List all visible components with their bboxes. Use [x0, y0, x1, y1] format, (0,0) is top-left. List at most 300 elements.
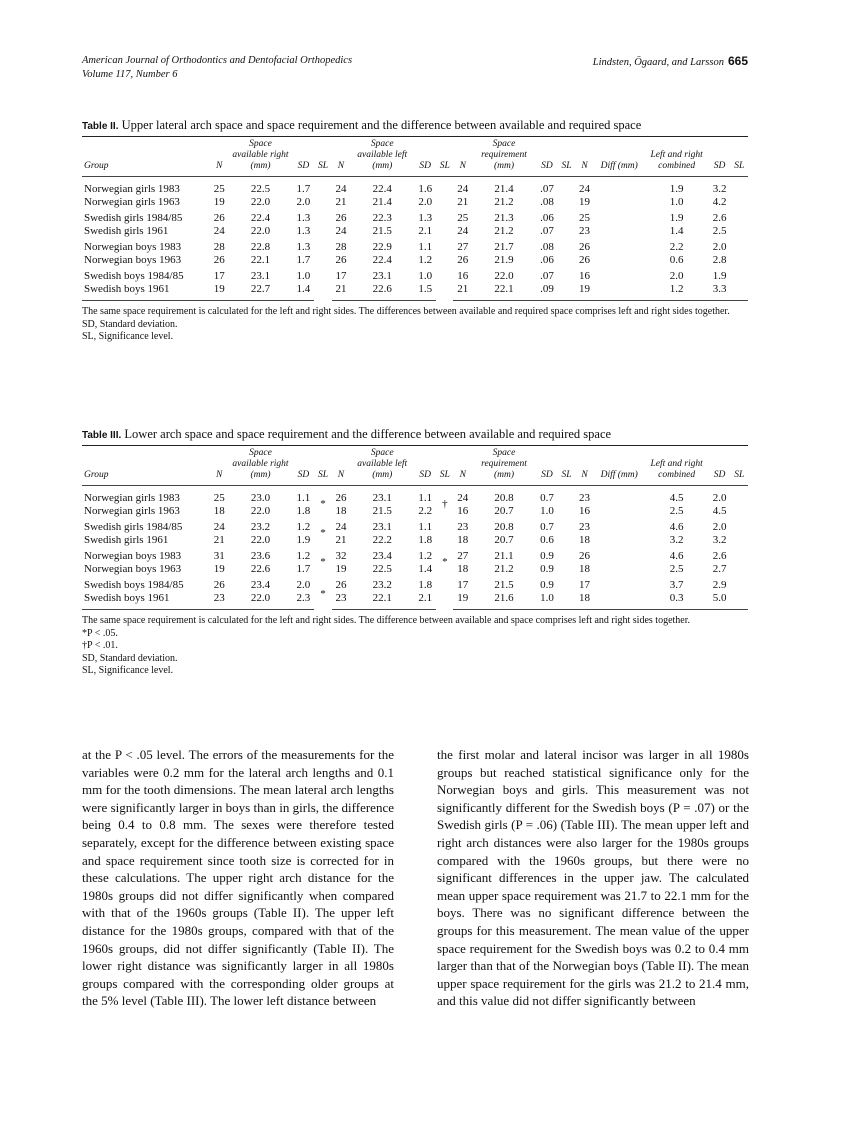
table-cell: 16 — [579, 270, 590, 282]
empty-cell — [594, 575, 645, 592]
table-cell: 1.8 — [418, 579, 433, 591]
table-row — [82, 486, 748, 505]
significance-marker — [436, 177, 453, 209]
column-header: SL — [731, 137, 748, 177]
empty-cell — [558, 592, 575, 610]
table-cell: 26 — [335, 579, 347, 591]
table-cell: Norwegian girls 1983 — [84, 492, 180, 504]
column-header: N — [575, 446, 594, 486]
table-cell: 2.0 — [712, 492, 727, 504]
table-cell: 22.4 — [372, 183, 392, 195]
table-cell: 22.0 — [250, 195, 271, 208]
table-cell: 0.6 — [540, 533, 554, 546]
table-cell: 2.1 — [414, 592, 436, 610]
empty-cell — [558, 225, 575, 238]
table-cell: 31 — [213, 550, 225, 562]
table-footnote: *P < .05. — [82, 627, 118, 639]
empty-cell — [731, 208, 748, 225]
table-cell: 2.2 — [418, 504, 433, 517]
column-header: SD — [292, 137, 314, 177]
table-cell: 20.7 — [494, 504, 514, 517]
table-cell: 22.0 — [228, 592, 292, 610]
table-cell: 17 — [457, 579, 469, 591]
table-cell: 1.0 — [296, 270, 311, 282]
table-cell: 16 — [457, 504, 469, 517]
page-number: 665 — [727, 54, 748, 68]
table-footnote: SL, Significance level. — [82, 331, 174, 342]
table-cell: 23.4 — [250, 579, 271, 591]
table-cell: 1.2 — [296, 550, 311, 562]
table-cell: 2.5 — [669, 562, 684, 575]
table-3 — [82, 427, 748, 678]
table-cell: 1.3 — [296, 212, 311, 224]
significance-marker: * — [320, 498, 326, 511]
table-cell: 17 — [335, 270, 347, 282]
significance-marker — [436, 575, 453, 610]
significance-marker: * — [320, 556, 326, 569]
empty-cell — [558, 208, 575, 225]
significance-marker: † — [442, 498, 448, 511]
table-cell: 4.5 — [669, 492, 684, 504]
table-cell: 2.0 — [418, 195, 433, 208]
table-cell: 27 — [457, 550, 469, 562]
table-row — [82, 208, 748, 225]
table-cell: Swedish girls 1984/85 — [84, 521, 183, 533]
table-cell: 26 — [457, 253, 469, 266]
table-cell: Swedish boys 1984/85 — [84, 270, 184, 282]
table-cell: 1.9 — [669, 183, 684, 195]
table-cell: 1.7 — [296, 253, 311, 266]
table-cell: 21.2 — [494, 224, 514, 237]
table-row — [82, 534, 748, 547]
table-title-text: Lower arch space and space requirement and the difference between available and required space — [124, 427, 612, 441]
table-cell: 2.5 — [712, 224, 727, 237]
empty-cell — [558, 563, 575, 576]
column-header: SL — [314, 446, 331, 486]
table-cell: 22.6 — [250, 562, 271, 575]
table-cell: 21.5 — [372, 224, 392, 237]
table-cell: 1.0 — [536, 592, 558, 610]
table-cell: 23.1 — [372, 492, 392, 504]
empty-cell — [558, 517, 575, 534]
table-cell: 1.7 — [296, 183, 311, 195]
column-header: N — [332, 446, 351, 486]
table-cell: 17 — [213, 270, 225, 282]
table-cell: 2.0 — [712, 521, 727, 533]
table-cell: 18 — [579, 562, 590, 575]
table-3-notes — [82, 615, 748, 678]
table-cell: 26 — [335, 212, 347, 224]
table-cell: 26 — [579, 550, 590, 562]
table-cell: 23 — [332, 592, 351, 610]
table-cell: 18 — [575, 592, 594, 610]
table-cell: 21.4 — [372, 195, 392, 208]
table-cell: Norwegian boys 1983 — [84, 550, 182, 562]
table-cell: 1.2 — [645, 283, 709, 301]
table-cell: 19 — [335, 562, 347, 575]
table-cell: Swedish girls 1961 — [84, 224, 169, 237]
table-cell: 23.1 — [250, 270, 271, 282]
table-cell: 1.9 — [712, 270, 727, 282]
column-header: Space available right (mm) — [228, 137, 292, 177]
table-cell: 0.7 — [540, 492, 554, 504]
table-cell: 22.0 — [494, 270, 514, 282]
table-row — [82, 225, 748, 238]
table-cell: 0.9 — [540, 550, 554, 562]
table-cell: 20.7 — [494, 533, 514, 546]
table-cell: 22.9 — [372, 241, 392, 253]
empty-cell — [594, 534, 645, 547]
table-cell: Norwegian girls 1963 — [84, 195, 180, 208]
table-cell: 24 — [213, 224, 225, 237]
column-header: SL — [731, 446, 748, 486]
table-cell: 23.2 — [250, 521, 271, 533]
table-row — [82, 254, 748, 267]
table-cell: 4.6 — [669, 550, 684, 562]
table-cell: 23 — [210, 592, 229, 610]
table-cell: 16 — [457, 270, 469, 282]
table-label: Table III. — [82, 430, 122, 441]
empty-cell — [594, 266, 645, 283]
table-cell: Norwegian girls 1963 — [84, 504, 180, 517]
table-cell: 25 — [457, 212, 469, 224]
table-cell: 1.1 — [296, 492, 311, 504]
table-cell: 26 — [335, 492, 347, 504]
body-text-left-column: at the P < .05 level. The errors of the measurements for the variables were 0.2 mm for the lateral arch lengths and 0.1 mm for the tooth dimensions. The mean lateral arch lengths were significantly larger in boys than in girls, the difference being 0.4 to 0.8 mm. The sexes were therefore tested separately, except for the difference between existing space and space requirement since tooth size is corrected for in these calculations. The upper right arch distance for the 1980s groups did not differ significantly when compared with that of the 1960s groups (Table II). The upper left distance for the 1980s groups, compared with that of the 1960s groups, did not differ significantly (Table II). The lower right distance was significantly larger in all 1980s groups compared with the corresponding older groups at the 5% level (Table III). The lower left distance between — [82, 747, 394, 1009]
table-cell: 1.9 — [296, 533, 311, 546]
table-cell: Swedish girls 1961 — [84, 533, 169, 546]
table-3-grid — [82, 446, 748, 610]
table-cell: 3.7 — [669, 579, 684, 591]
table-cell: 26 — [213, 212, 225, 224]
table-cell: 26 — [579, 253, 590, 266]
table-cell: 24 — [457, 183, 469, 195]
table-cell: 22.6 — [350, 283, 414, 301]
column-header: Diff (mm) — [594, 137, 645, 177]
table-cell: 26 — [213, 579, 225, 591]
column-header: N — [575, 137, 594, 177]
empty-cell — [594, 592, 645, 610]
table-cell: 4.6 — [669, 521, 684, 533]
table-cell: 22.4 — [250, 212, 271, 224]
table-cell: 1.8 — [418, 533, 433, 546]
column-header: Space available right (mm) — [228, 446, 292, 486]
table-footnote: SD, Standard deviation. — [82, 318, 178, 330]
table-cell: Norwegian boys 1983 — [84, 241, 182, 253]
column-header: N — [453, 137, 472, 177]
table-cell: 0.7 — [540, 521, 554, 533]
table-row — [82, 505, 748, 518]
table-cell: 1.3 — [296, 241, 311, 253]
empty-cell — [594, 208, 645, 225]
table-cell: 24 — [579, 183, 590, 195]
table-cell: 23 — [579, 224, 590, 237]
table-row — [82, 575, 748, 592]
table-cell: 19 — [575, 283, 594, 301]
table-cell: 21.2 — [494, 195, 514, 208]
table-cell: 21.6 — [472, 592, 536, 610]
table-footnote: The same space requirement is calculated for the left and right sides. The difference between available and space comprises left and right sides together. — [82, 615, 691, 626]
table-cell: 23 — [579, 521, 590, 533]
empty-cell — [558, 575, 575, 592]
column-header: N — [210, 137, 229, 177]
table-cell: 24 — [457, 492, 469, 504]
table-cell: 0.9 — [540, 562, 554, 575]
table-cell: 1.5 — [414, 283, 436, 301]
table-cell: 2.8 — [712, 253, 727, 266]
table-cell: 17 — [579, 579, 590, 591]
empty-cell — [594, 177, 645, 196]
table-footnote: †P < .01. — [82, 640, 118, 651]
table-cell: 21.7 — [494, 241, 514, 253]
table-cell: 26 — [213, 253, 225, 266]
empty-cell — [731, 177, 748, 196]
significance-marker: * — [320, 527, 326, 540]
column-header: SD — [709, 137, 731, 177]
table-cell: 24 — [335, 224, 347, 237]
empty-cell — [558, 534, 575, 547]
table-cell: 5.0 — [709, 592, 731, 610]
empty-cell — [731, 517, 748, 534]
table-cell: 1.2 — [418, 550, 433, 562]
table-cell: 1.1 — [418, 492, 433, 504]
column-header: Group — [82, 137, 210, 177]
table-cell: 2.7 — [712, 562, 727, 575]
table-footnote: SD, Standard deviation. — [82, 652, 178, 664]
header-row — [82, 446, 748, 486]
column-header: SD — [709, 446, 731, 486]
table-cell: 0.3 — [645, 592, 709, 610]
table-cell: 22.2 — [372, 533, 392, 546]
column-header: SD — [536, 446, 558, 486]
authors: Lindsten, Ögaard, and Larsson — [592, 57, 724, 68]
table-cell: 1.0 — [418, 270, 433, 282]
empty-cell — [731, 563, 748, 576]
table-cell: 19 — [213, 195, 225, 208]
table-cell: 3.2 — [712, 183, 727, 195]
empty-cell — [594, 237, 645, 254]
table-cell: 22.3 — [372, 212, 392, 224]
column-header: SL — [558, 446, 575, 486]
empty-cell — [594, 283, 645, 301]
column-header: Left and right combined — [645, 137, 709, 177]
table-cell: 1.2 — [418, 253, 433, 266]
table-cell: Norwegian boys 1963 — [84, 562, 182, 575]
empty-cell — [594, 225, 645, 238]
table-cell: 4.5 — [712, 504, 727, 517]
empty-cell — [731, 486, 748, 505]
table-cell: 21 — [453, 283, 472, 301]
empty-cell — [558, 254, 575, 267]
table-cell: 1.7 — [296, 562, 311, 575]
empty-cell — [558, 237, 575, 254]
table-label: Table II. — [82, 121, 119, 132]
significance-marker: * — [320, 588, 326, 600]
table-cell: 0.9 — [540, 579, 554, 591]
table-cell: 23.0 — [250, 492, 271, 504]
table-cell: 0.6 — [669, 253, 684, 266]
table-cell: 19 — [579, 195, 590, 208]
table-row — [82, 283, 748, 301]
significance-marker — [436, 208, 453, 237]
table-cell: 21.9 — [494, 253, 514, 266]
column-header: SD — [414, 446, 436, 486]
table-cell: 27 — [457, 241, 469, 253]
running-header-right — [593, 54, 748, 70]
column-header: N — [453, 446, 472, 486]
empty-cell — [594, 505, 645, 518]
empty-cell — [594, 563, 645, 576]
table-cell: 23.1 — [372, 270, 392, 282]
column-header: SL — [436, 446, 453, 486]
table-cell: 23.6 — [250, 550, 271, 562]
column-header: Space requirement (mm) — [472, 137, 536, 177]
table-cell: Swedish boys 1961 — [82, 283, 210, 301]
table-cell: Swedish girls 1984/85 — [84, 212, 183, 224]
table-cell: 19 — [453, 592, 472, 610]
table-cell: 22.7 — [228, 283, 292, 301]
empty-cell — [558, 546, 575, 563]
table-cell: 22.8 — [250, 241, 271, 253]
significance-marker — [314, 177, 331, 209]
table-cell: 28 — [335, 241, 347, 253]
table-cell: 3.2 — [712, 533, 727, 546]
journal-name: American Journal of Orthodontics and Dentofacial Orthopedics — [82, 55, 353, 66]
table-cell: 2.0 — [296, 579, 311, 591]
table-cell: 18 — [335, 504, 347, 517]
table-cell: 3.2 — [669, 533, 684, 546]
column-header: Space available left (mm) — [350, 446, 414, 486]
table-cell: 22.1 — [350, 592, 414, 610]
table-cell: 21 — [335, 533, 347, 546]
table-cell: 21 — [332, 283, 351, 301]
table-cell: 21.4 — [494, 183, 514, 195]
table-row — [82, 237, 748, 254]
table-cell: Norwegian boys 1963 — [84, 253, 182, 266]
table-footnote: SL, Significance level. — [82, 665, 174, 676]
table-cell: 2.1 — [418, 224, 433, 237]
column-header: SD — [292, 446, 314, 486]
table-cell: 19 — [213, 562, 225, 575]
table-cell: 1.6 — [418, 183, 433, 195]
table-cell: .07 — [540, 224, 554, 237]
empty-cell — [558, 266, 575, 283]
table-2-grid — [82, 137, 748, 301]
table-cell: 1.3 — [296, 224, 311, 237]
table-cell: 25 — [213, 492, 225, 504]
table-cell: 23.1 — [372, 521, 392, 533]
table-cell: 21.2 — [494, 562, 514, 575]
table-cell: 25 — [213, 183, 225, 195]
empty-cell — [731, 254, 748, 267]
empty-cell — [731, 592, 748, 610]
empty-cell — [594, 254, 645, 267]
empty-cell — [558, 505, 575, 518]
empty-cell — [731, 575, 748, 592]
column-header: Space available left (mm) — [350, 137, 414, 177]
table-cell: .06 — [540, 212, 554, 224]
column-header: Space requirement (mm) — [472, 446, 536, 486]
empty-cell — [731, 237, 748, 254]
table-cell: 2.2 — [669, 241, 684, 253]
empty-cell — [731, 196, 748, 209]
table-row — [82, 563, 748, 576]
column-header: SL — [436, 137, 453, 177]
column-header: N — [210, 446, 229, 486]
table-cell: 18 — [213, 504, 225, 517]
table-cell: 2.0 — [712, 241, 727, 253]
table-cell: 22.4 — [372, 253, 392, 266]
table-cell: 19 — [210, 283, 229, 301]
table-cell: 21 — [213, 533, 225, 546]
significance-marker: * — [442, 556, 448, 569]
table-cell: 22.0 — [250, 224, 271, 237]
table-row — [82, 592, 748, 610]
empty-cell — [558, 283, 575, 301]
table-cell: 22.0 — [250, 533, 271, 546]
table-title-text: Upper lateral arch space and space requirement and the difference between available and required space — [121, 118, 642, 132]
table-cell: 26 — [579, 241, 590, 253]
significance-marker — [436, 266, 453, 301]
table-cell: 24 — [457, 224, 469, 237]
table-row — [82, 546, 748, 563]
table-cell: 22.0 — [250, 504, 271, 517]
header-row — [82, 137, 748, 177]
table-cell: 23 — [457, 521, 469, 533]
table-cell: 1.4 — [292, 283, 314, 301]
column-header: Left and right combined — [645, 446, 709, 486]
column-header: SL — [314, 137, 331, 177]
table-cell: 2.6 — [712, 212, 727, 224]
table-2-notes — [82, 306, 748, 344]
table-cell: 2.9 — [712, 579, 727, 591]
significance-marker — [314, 266, 331, 301]
table-cell: 18 — [579, 533, 590, 546]
table-cell: Swedish boys 1984/85 — [84, 579, 184, 591]
table-cell: 16 — [579, 504, 590, 517]
table-row — [82, 517, 748, 534]
table-2 — [82, 118, 748, 344]
column-header: N — [332, 137, 351, 177]
significance-marker — [314, 208, 331, 237]
empty-cell — [731, 283, 748, 301]
empty-cell — [594, 517, 645, 534]
column-header: SD — [414, 137, 436, 177]
table-cell: 1.2 — [296, 521, 311, 533]
table-cell: 2.5 — [669, 504, 684, 517]
significance-marker — [436, 237, 453, 266]
table-cell: 1.3 — [418, 212, 433, 224]
table-cell: 24 — [213, 521, 225, 533]
table-cell: 4.2 — [712, 195, 727, 208]
empty-cell — [731, 225, 748, 238]
empty-cell — [558, 177, 575, 196]
table-cell: 18 — [457, 562, 469, 575]
empty-cell — [594, 486, 645, 505]
table-cell: 2.3 — [292, 592, 314, 610]
table-cell: 23 — [579, 492, 590, 504]
table-cell: 23.2 — [372, 579, 392, 591]
table-cell: 24 — [335, 521, 347, 533]
empty-cell — [594, 196, 645, 209]
table-cell: 22.5 — [372, 562, 392, 575]
table-row — [82, 177, 748, 196]
table-cell: .09 — [536, 283, 558, 301]
significance-marker — [436, 517, 453, 546]
table-cell: 18 — [457, 533, 469, 546]
table-cell: 1.4 — [418, 562, 433, 575]
table-cell: Swedish boys 1961 — [82, 592, 210, 610]
